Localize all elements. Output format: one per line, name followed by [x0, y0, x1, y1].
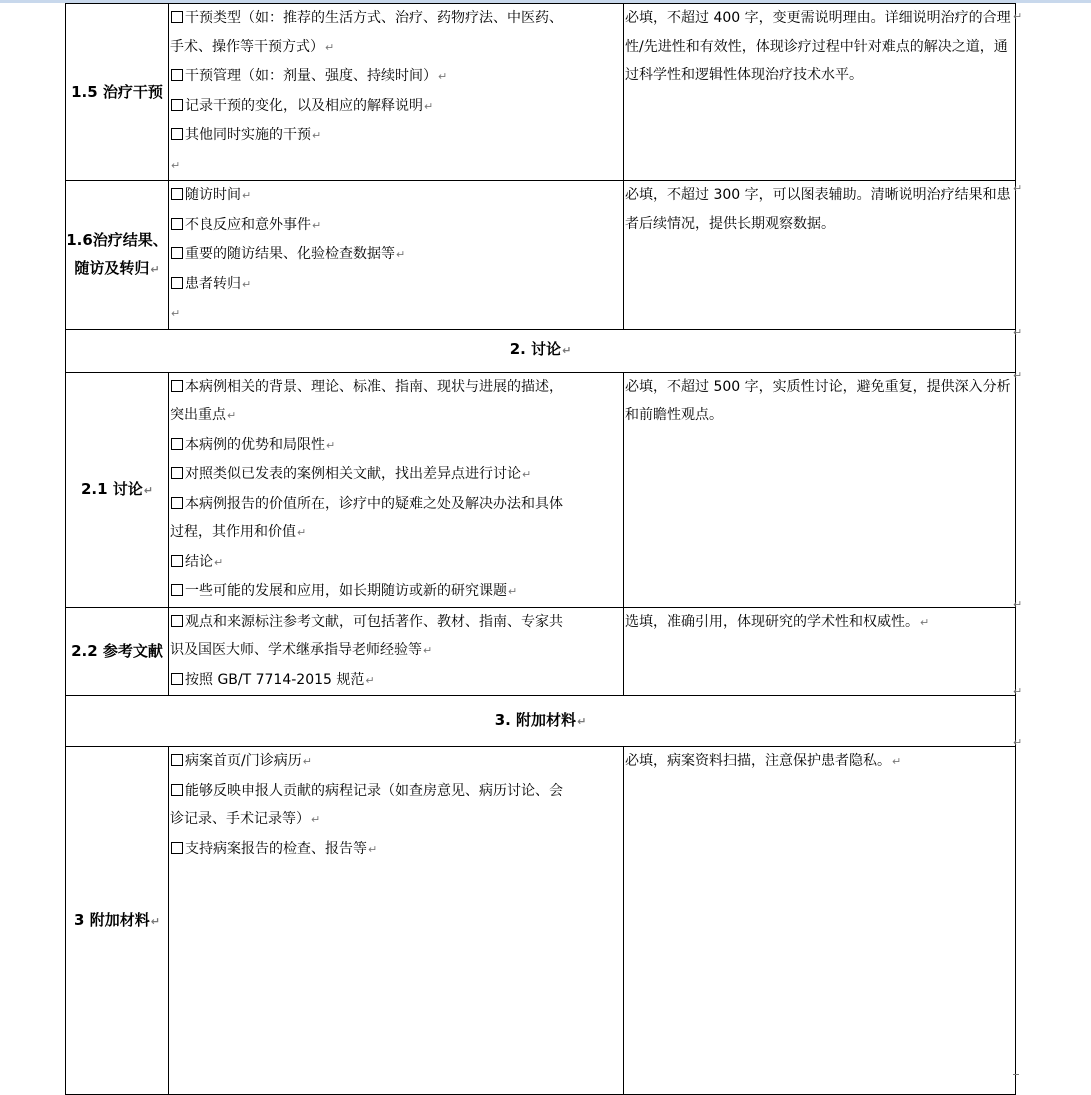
list-item: 重要的随访结果、化验检查数据等↵ [170, 240, 622, 270]
paragraph-mark-icon: ↵ [311, 813, 321, 826]
list-item: 对照类似已发表的案例相关文献，找出差异点进行讨论↵ [170, 460, 622, 490]
requirement-note: 必填，病案资料扫描，注意保护患者隐私。↵ [625, 753, 902, 769]
paragraph-mark-icon: ↵ [150, 914, 160, 928]
row-label-attachments: 3 附加材料↵ [66, 747, 169, 1095]
requirement-note-cell [624, 4, 1016, 181]
paragraph-mark-icon: ↵ [242, 189, 252, 202]
paragraph-mark-icon: ↵ [1013, 10, 1023, 23]
checkbox-icon[interactable] [171, 69, 183, 81]
checkbox-icon[interactable] [171, 11, 183, 23]
paragraph-mark-icon: ↵ [423, 644, 433, 657]
paragraph-mark-icon: ↵ [508, 585, 518, 598]
list-item: 识及国医大师、学术继承指导老师经验等↵ [170, 642, 433, 658]
list-item: 本病例相关的背景、理论、标准、指南、现状与进展的描述， [170, 373, 622, 402]
list-item: 干预管理（如：剂量、强度、持续时间）↵ [170, 62, 622, 92]
paragraph-mark-icon: ↵ [365, 673, 375, 687]
checklist-cell [169, 607, 624, 696]
paragraph-mark-icon: ↵ [227, 409, 237, 422]
list-item: 病案首页/门诊病历↵ [170, 747, 622, 777]
paragraph-mark-icon: ↵ [368, 842, 378, 856]
paragraph-mark-icon: ↵ [171, 307, 181, 320]
checkbox-icon[interactable] [171, 380, 183, 392]
checkbox-icon[interactable] [171, 615, 183, 627]
section-header-row-attachments [66, 696, 1016, 747]
list-item: 本病例的优势和局限性↵ [170, 431, 622, 461]
paragraph-mark-icon: ↵ [143, 483, 153, 497]
list-item: 支持病案报告的检查、报告等↵ [170, 835, 622, 865]
row-label-discussion: 2.1 讨论↵ [66, 372, 169, 607]
list-item: 按照 GB/T 7714-2015 规范↵ [170, 666, 622, 696]
requirement-note-cell [624, 372, 1016, 607]
row-label-treatment-intervention: 1.5 治疗干预 [66, 4, 169, 181]
case-report-requirements-table [65, 3, 1016, 1095]
table-row-attachments [66, 747, 1016, 1095]
list-item: 一些可能的发展和应用，如长期随访或新的研究课题↵ [170, 577, 622, 607]
checkbox-icon[interactable] [171, 247, 183, 259]
checkbox-icon[interactable] [171, 438, 183, 450]
list-item: 患者转归↵ [170, 270, 622, 300]
list-item: 观点和来源标注参考文献，可包括著作、教材、指南、专家共 [170, 608, 622, 637]
list-item: 本病例报告的价值所在，诊疗中的疑难之处及解决办法和具体 [170, 490, 622, 519]
list-item: 突出重点↵ [170, 407, 237, 423]
table-row-references [66, 607, 1016, 696]
paragraph-mark-icon: ↵ [150, 262, 160, 276]
paragraph-mark-icon: ↵ [562, 344, 572, 358]
checkbox-icon[interactable] [171, 188, 183, 200]
requirement-note: 必填，不超过 300 字，可以图表辅助。清晰说明治疗结果和患者后续情况，提供长期观察数据。 [625, 187, 1011, 232]
paragraph-mark-icon: ↵ [577, 714, 587, 728]
paragraph-mark-icon: ↵ [522, 468, 532, 481]
paragraph-mark-icon: ↵ [1013, 685, 1023, 698]
requirement-note: 必填，不超过 500 字，实质性讨论，避免重复，提供深入分析和前瞻性观点。 [625, 378, 1011, 423]
checkbox-icon[interactable] [171, 497, 183, 509]
list-item: 过程，其作用和价值↵ [170, 524, 307, 540]
paragraph-mark-icon: ↵ [438, 70, 448, 83]
list-item: 手术、操作等干预方式）↵ [170, 38, 335, 55]
paragraph-mark-icon: ↵ [326, 438, 336, 452]
checklist-cell [169, 747, 624, 1095]
list-item: 能够反映申报人贡献的病程记录（如查房意见、病历讨论、会 [170, 777, 622, 806]
paragraph-mark-icon: ↵ [1013, 369, 1023, 382]
text-boundary-mark [1013, 1074, 1019, 1075]
checkbox-icon[interactable] [171, 99, 183, 111]
empty-paragraph [170, 151, 622, 181]
paragraph-mark-icon: ↵ [325, 40, 335, 54]
paragraph-mark-icon: ↵ [424, 99, 434, 113]
paragraph-mark-icon: ↵ [312, 218, 322, 232]
row-label-references: 2.2 参考文献 [66, 607, 169, 696]
checkbox-icon[interactable] [171, 128, 183, 140]
paragraph-mark-icon: ↵ [1013, 326, 1023, 339]
list-item: 记录干预的变化，以及相应的解释说明↵ [170, 92, 622, 122]
checkbox-icon[interactable] [171, 842, 183, 854]
paragraph-mark-icon: ↵ [892, 755, 902, 768]
list-item: 不良反应和意外事件↵ [170, 211, 622, 241]
checklist-cell [169, 372, 624, 607]
checkbox-icon[interactable] [171, 784, 183, 796]
paragraph-mark-icon: ↵ [1013, 598, 1023, 611]
paragraph-mark-icon: ↵ [242, 277, 252, 291]
list-item: 干预类型（如：推荐的生活方式、治疗、药物疗法、中医药、 [170, 4, 622, 33]
paragraph-mark-icon: ↵ [1013, 182, 1023, 195]
list-item: 诊记录、手术记录等）↵ [170, 811, 321, 827]
section-header-row-discussion [66, 329, 1016, 372]
requirement-note-cell [624, 181, 1016, 330]
checkbox-icon[interactable] [171, 277, 183, 289]
list-item: 其他同时实施的干预↵ [170, 121, 622, 151]
paragraph-mark-icon: ↵ [297, 526, 307, 539]
section-title-attachments: 3. 附加材料↵ [66, 696, 1016, 747]
paragraph-mark-icon: ↵ [171, 158, 181, 172]
requirement-note: 选填，准确引用，体现研究的学术性和权威性。↵ [625, 613, 930, 630]
paragraph-mark-icon: ↵ [920, 615, 930, 629]
checklist-cell [169, 181, 624, 330]
paragraph-mark-icon: ↵ [1013, 736, 1023, 749]
list-item: 随访时间↵ [170, 181, 622, 211]
checkbox-icon[interactable] [171, 673, 183, 685]
table-row-treatment-intervention [66, 4, 1016, 181]
checkbox-icon[interactable] [171, 218, 183, 230]
checklist-cell [169, 4, 624, 181]
paragraph-mark-icon: ↵ [214, 555, 224, 569]
checkbox-icon[interactable] [171, 754, 183, 766]
section-title-discussion: 2. 讨论↵ [66, 329, 1016, 372]
checkbox-icon[interactable] [171, 467, 183, 479]
row-label-treatment-outcome: 1.6治疗结果、 随访及转归↵ [66, 181, 169, 330]
list-item: 结论↵ [170, 548, 622, 578]
checkbox-icon[interactable] [171, 555, 183, 567]
table-row-treatment-outcome [66, 181, 1016, 330]
requirement-note: 必填，不超过 400 字，变更需说明理由。详细说明治疗的合理性/先进性和有效性，体现诊疗过程中针对难点的解决之道，通过科学性和逻辑性体现治疗技术水平。 [625, 10, 1011, 83]
checkbox-icon[interactable] [171, 584, 183, 596]
table-row-discussion [66, 372, 1016, 607]
requirement-note-cell [624, 607, 1016, 696]
requirement-note-cell [624, 747, 1016, 1095]
empty-paragraph [170, 299, 622, 329]
paragraph-mark-icon: ↵ [312, 129, 322, 142]
paragraph-mark-icon: ↵ [302, 755, 312, 768]
paragraph-mark-icon: ↵ [396, 248, 406, 261]
